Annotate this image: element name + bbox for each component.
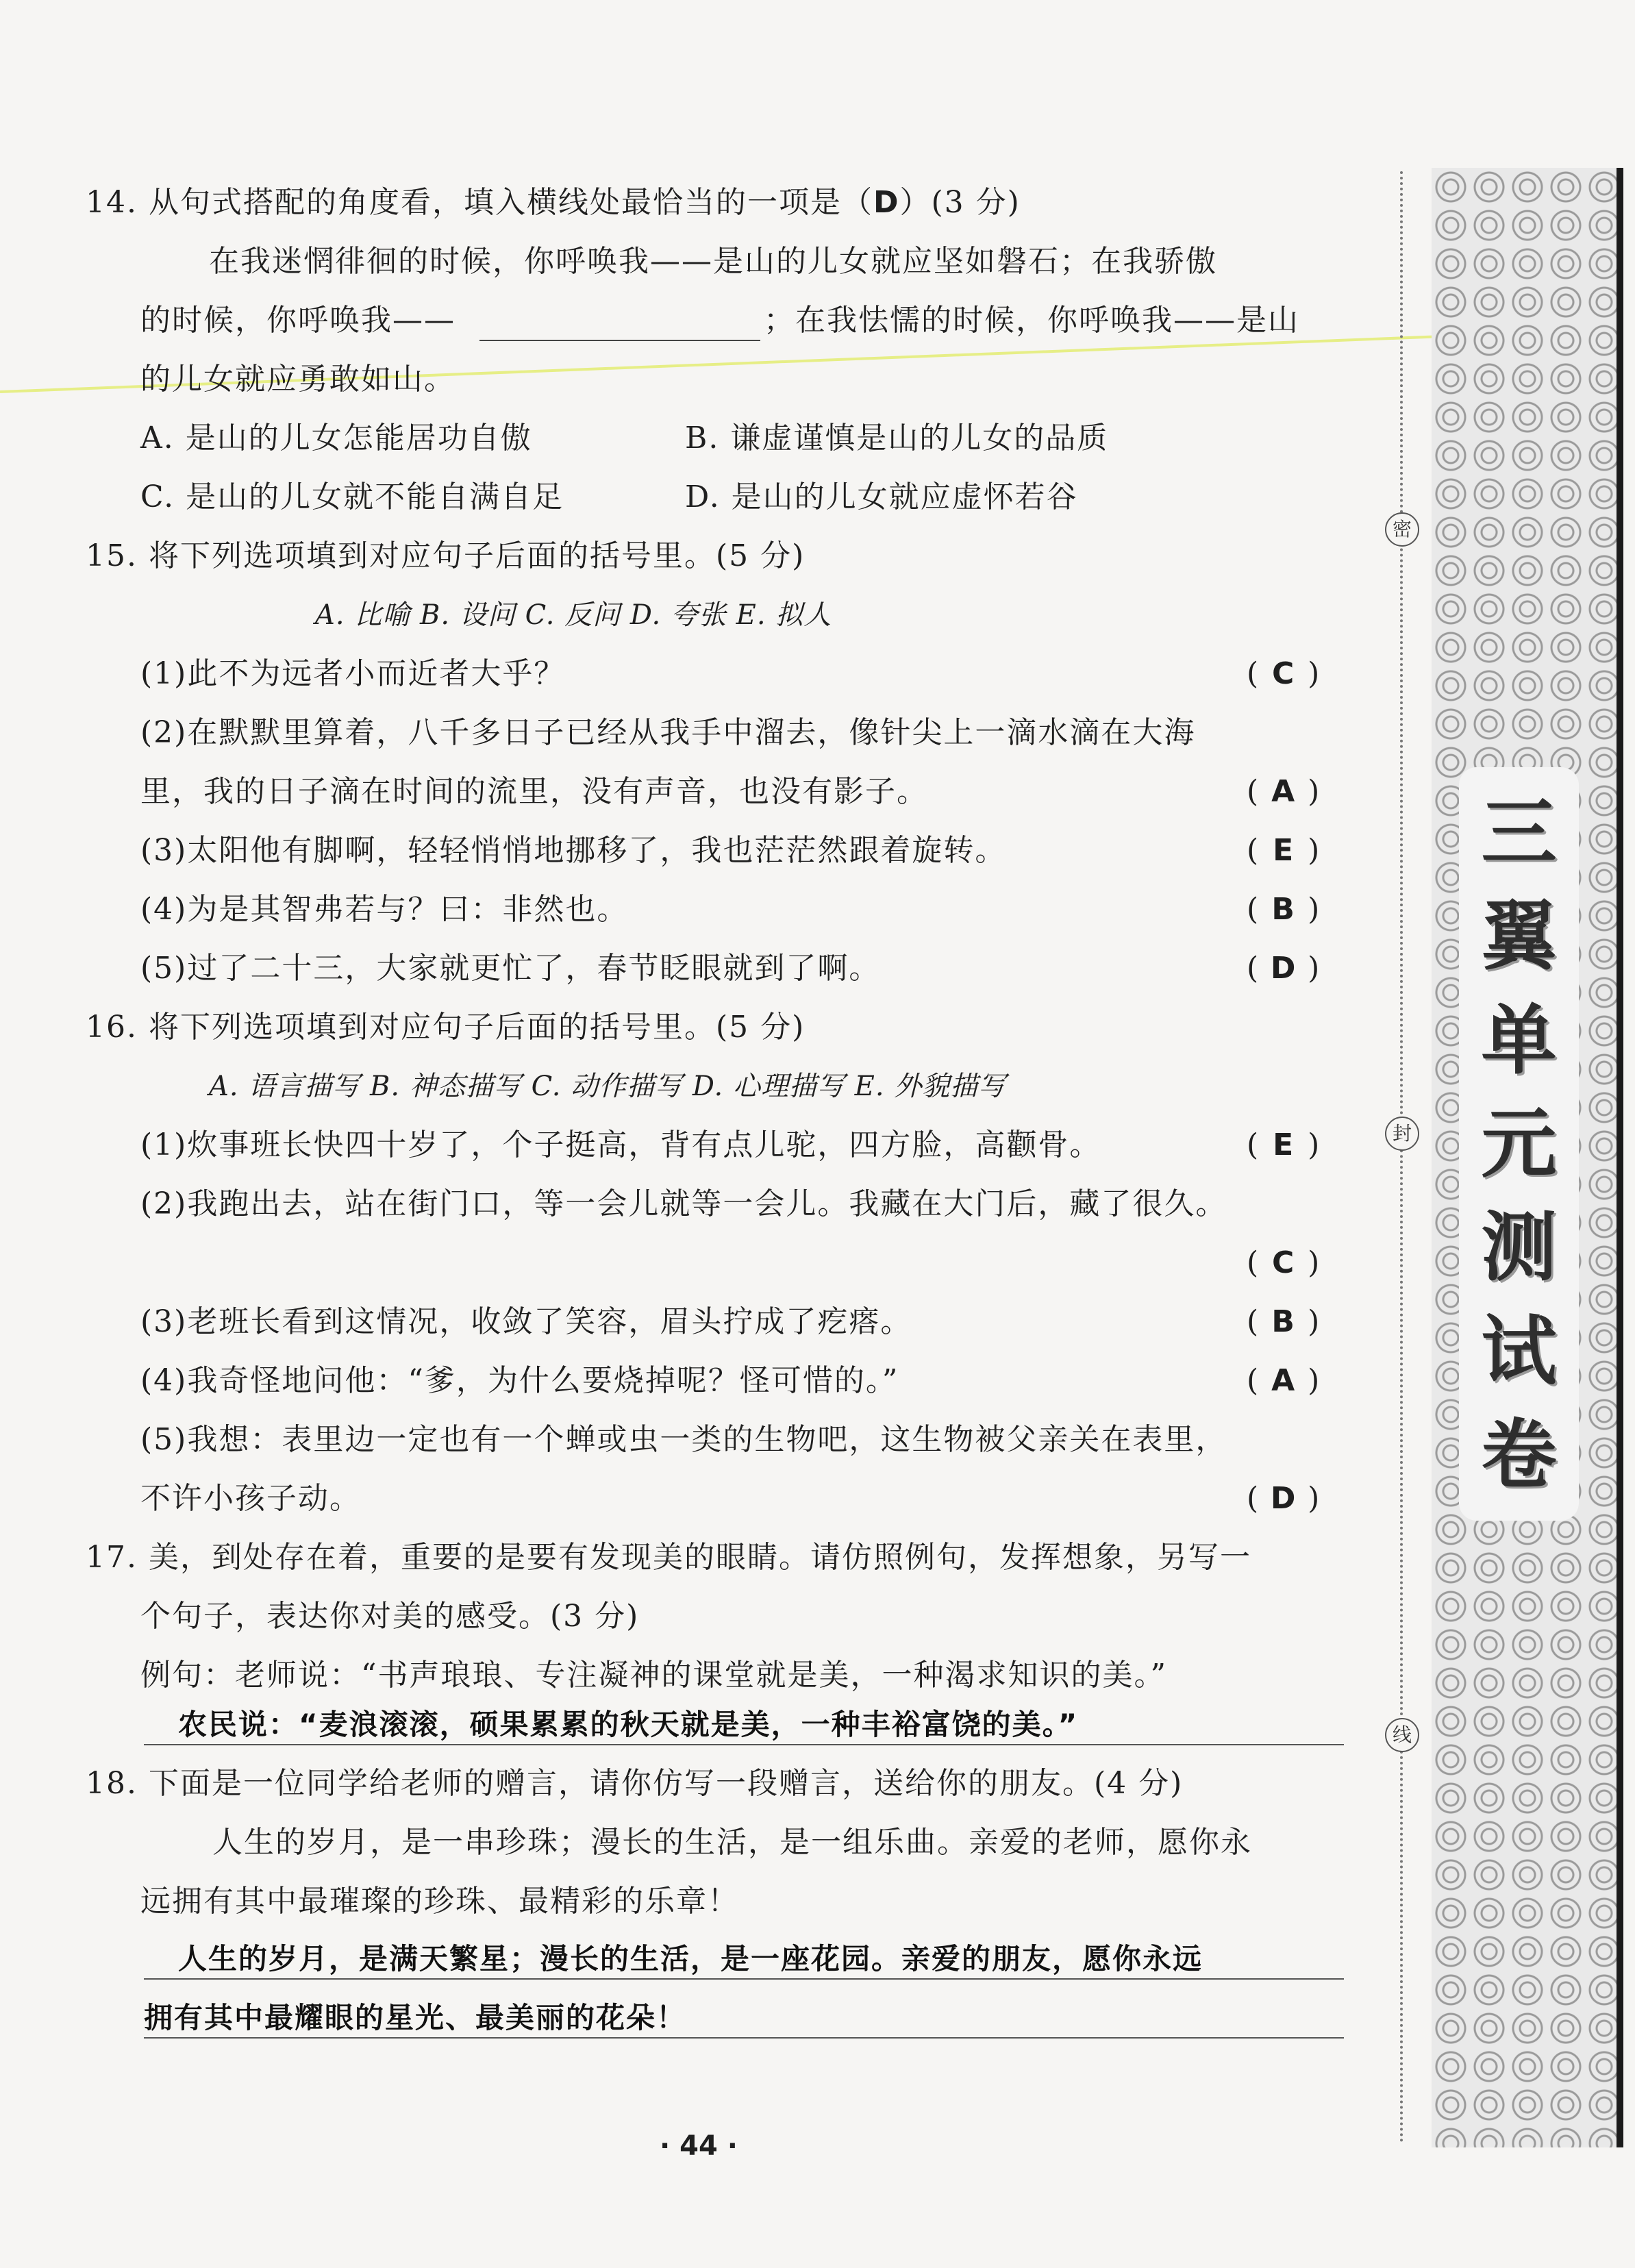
q16-item-5-line-1: (5)我想：表里边一定也有一个蝉或虫一类的生物吧，这生物被父亲关在表里， — [140, 1422, 1227, 1457]
page-number: · 44 · — [660, 2130, 738, 2162]
q16-item-3: (3)老班长看到这情况，收敛了笑容，眉头拧成了疙瘩。 — [140, 1304, 912, 1339]
q14-passage-line-2b: ；在我怯懦的时候，你呼唤我——是山 — [764, 303, 1299, 338]
title-char-5: 测 — [1481, 1204, 1557, 1292]
q18-passage-line-1: 人生的岁月，是一串珍珠；漫长的生活，是一组乐曲。亲爱的老师，愿你永 — [212, 1825, 1252, 1860]
q15-item-1: (1)此不为远者小而近者大乎？ — [140, 656, 566, 691]
q15-item-5-answer-box: ( D ) — [1247, 949, 1319, 988]
q15-item-4: (4)为是其智弗若与？曰：非然也。 — [140, 892, 629, 927]
q18-written-answer-line-1: 人生的岁月，是满天繁星；漫长的生活，是一座花园。亲爱的朋友，愿你永远 — [178, 1942, 1203, 1976]
seal-mi: 密 — [1385, 512, 1419, 547]
title-char-1: 三 — [1481, 788, 1557, 877]
q16-item-1-answer: E — [1273, 1127, 1294, 1162]
q18-answer-line-1 — [144, 1978, 1344, 1980]
q14-stem — [86, 184, 1021, 222]
q14-passage-line-1: 在我迷惘徘徊的时候，你呼唤我——是山的儿女就应坚如磐石；在我骄傲 — [209, 244, 1217, 279]
title-char-3: 单 — [1481, 996, 1557, 1084]
q17-stem-line-2: 个句子，表达你对美的感受。(3 分) — [140, 1599, 640, 1634]
q15-item-2-answer-box: ( A ) — [1247, 773, 1319, 811]
unit-test-title — [1459, 767, 1579, 1521]
q15-item-2-line-2: 里，我的日子滴在时间的流里，没有声音，也没有影子。 — [140, 774, 928, 809]
q15-item-3-answer: E — [1273, 833, 1294, 868]
q17-written-answer: 农民说：“麦浪滚滚，硕果累累的秋天就是美，一种丰裕富饶的美。” — [178, 1708, 1079, 1741]
q15-item-1-answer-box: ( C ) — [1247, 655, 1319, 693]
q16-item-2-answer: C — [1272, 1245, 1295, 1280]
q18-stem: 18. 下面是一位同学给老师的赠言，请你仿写一段赠言，送给你的朋友。(4 分) — [86, 1766, 1184, 1801]
q15-item-2-line-1: (2)在默默里算着，八千多日子已经从我手中溜去，像针尖上一滴水滴在大海 — [140, 715, 1196, 750]
q14-option-a: A. 是山的儿女怎能居功自傲 — [140, 421, 532, 456]
q16-item-5-line-2: 不许小孩子动。 — [140, 1481, 361, 1516]
q16-item-1: (1)炊事班长快四十岁了，个子挺高，背有点儿驼，四方脸，高颧骨。 — [140, 1127, 1101, 1162]
title-char-7: 卷 — [1481, 1411, 1557, 1499]
q16-item-2: (2)我跑出去，站在街门口，等一会儿就等一会儿。我藏在大门后，藏了很久。 — [140, 1186, 1227, 1221]
q16-item-2-answer-box: ( C ) — [1247, 1244, 1319, 1282]
q15-item-3-answer-box: ( E ) — [1247, 832, 1319, 870]
q16-item-4: (4)我奇怪地问他：“爹，为什么要烧掉呢？怪可惜的。” — [140, 1363, 899, 1398]
seal-xian: 线 — [1385, 1718, 1419, 1752]
q14-option-d: D. 是山的儿女就应虚怀若谷 — [685, 479, 1078, 514]
q15-item-2-answer: A — [1271, 774, 1295, 809]
q14-option-c: C. 是山的儿女就不能自满自足 — [140, 479, 564, 514]
q14-answer: D — [873, 185, 900, 220]
q15-stem: 15. 将下列选项填到对应句子后面的括号里。(5 分) — [86, 538, 806, 573]
q18-written-answer-line-2: 拥有其中最耀眼的星光、最美丽的花朵！ — [144, 2001, 687, 2034]
q16-stem: 16. 将下列选项填到对应句子后面的括号里。(5 分) — [86, 1010, 806, 1045]
q15-item-1-answer: C — [1272, 656, 1295, 691]
q16-item-4-answer-box: ( A ) — [1247, 1362, 1319, 1400]
title-char-2: 翼 — [1481, 893, 1557, 981]
q15-item-4-answer: B — [1271, 892, 1295, 927]
q14-option-b: B. 谦虚谨慎是山的儿女的品质 — [685, 421, 1109, 456]
q15-item-5-answer: D — [1270, 951, 1296, 986]
q18-passage-line-2: 远拥有其中最璀璨的珍珠、最精彩的乐章！ — [140, 1884, 739, 1919]
binding-dotted-line — [1400, 171, 1403, 2144]
q14-stem-text: 14. 从句式搭配的角度看，填入横线处最恰当的一项是（ — [86, 185, 873, 220]
q16-item-1-answer-box: ( E ) — [1247, 1126, 1319, 1164]
q15-item-3: (3)太阳他有脚啊，轻轻悄悄地挪移了，我也茫茫然跟着旋转。 — [140, 833, 1007, 868]
q15-options: A. 比喻 B. 设问 C. 反问 D. 夸张 E. 拟人 — [315, 599, 832, 631]
q17-stem-line-1: 17. 美，到处存在着，重要的是要有发现美的眼睛。请仿照例句，发挥想象，另写一 — [86, 1540, 1251, 1575]
q14-stem-end: ）(3 分) — [899, 185, 1021, 220]
q17-answer-line — [144, 1744, 1344, 1745]
title-char-6: 试 — [1481, 1307, 1557, 1395]
q16-options: A. 语言描写 B. 神态描写 C. 动作描写 D. 心理描写 E. 外貌描写 — [209, 1071, 1007, 1102]
q18-answer-line-2 — [144, 2037, 1344, 2039]
q14-passage-line-3: 的儿女就应勇敢如山。 — [140, 362, 455, 397]
q15-item-4-answer-box: ( B ) — [1247, 890, 1319, 929]
q16-item-3-answer-box: ( B ) — [1247, 1303, 1319, 1341]
q16-item-5-answer: D — [1270, 1481, 1296, 1516]
q15-item-5: (5)过了二十三，大家就更忙了，春节眨眼就到了啊。 — [140, 951, 881, 986]
q14-fill-blank[interactable] — [479, 340, 760, 341]
q16-item-4-answer: A — [1271, 1363, 1295, 1398]
q17-example: 例句：老师说：“书声琅琅、专注凝神的课堂就是美，一种渴求知识的美。” — [140, 1658, 1167, 1693]
q14-passage-line-2a: 的时候，你呼唤我—— — [140, 303, 455, 338]
q16-item-3-answer: B — [1271, 1304, 1295, 1339]
seal-feng: 封 — [1385, 1117, 1419, 1151]
q16-item-5-answer-box: ( D ) — [1247, 1480, 1319, 1518]
title-char-4: 元 — [1481, 1099, 1557, 1188]
